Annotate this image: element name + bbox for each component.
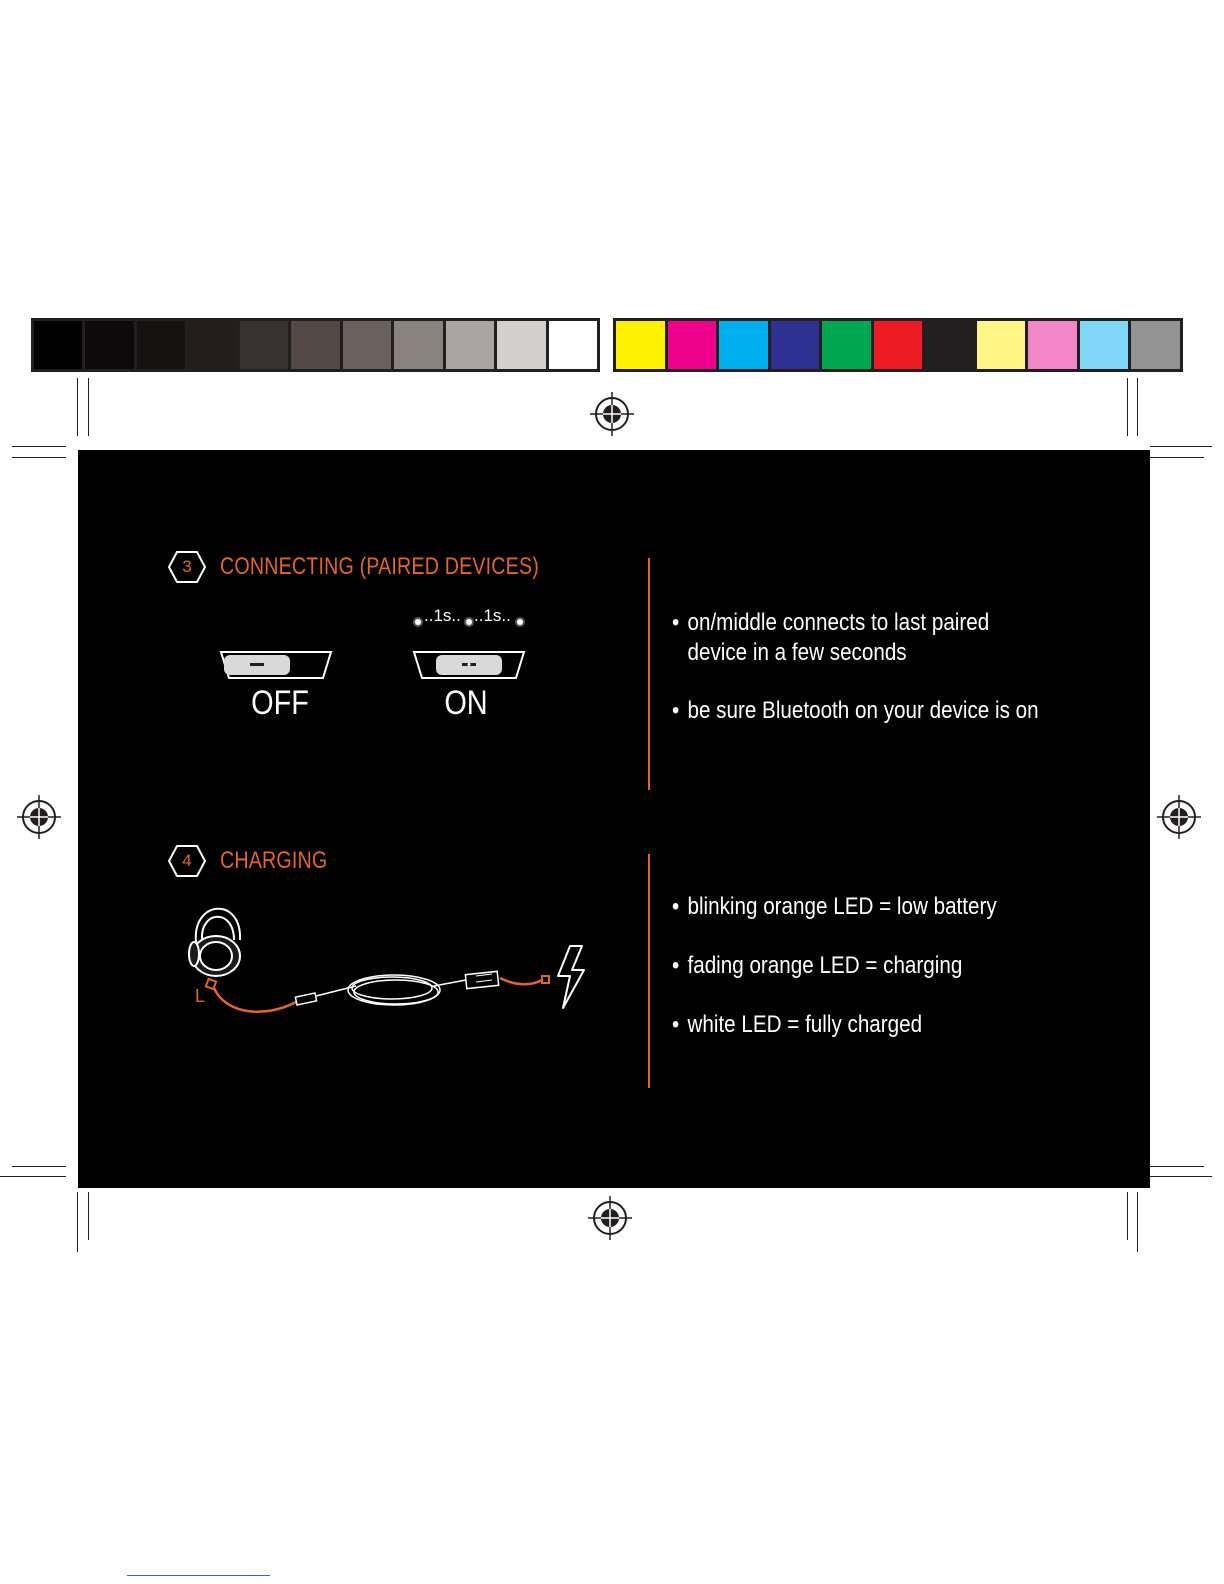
step-4-number: 4	[182, 851, 192, 870]
section-3-bullet-1: • on/middle connects to last paired	[672, 609, 990, 636]
process-swatch-3	[719, 321, 771, 369]
process-swatch-11	[1131, 321, 1180, 369]
gray-swatch-9	[446, 321, 497, 369]
switch-off-label: OFF	[251, 684, 309, 722]
timing-label-2: ..1s..	[474, 606, 511, 625]
section-4-bullet-2: • fading orange LED = charging	[672, 952, 963, 979]
process-swatch-1	[616, 321, 668, 369]
gray-swatch-8	[394, 321, 445, 369]
manual-page-panel	[78, 450, 1150, 1188]
step-3-hexagon-badge	[168, 550, 206, 584]
headphones-icon	[189, 909, 240, 976]
timing-label-1: ..1s..	[424, 606, 461, 625]
step-4-hexagon-badge	[168, 844, 206, 878]
process-swatch-7	[925, 321, 977, 369]
process-swatch-2	[668, 321, 720, 369]
gray-swatch-6	[291, 321, 342, 369]
led-blink-dot-3	[514, 616, 526, 628]
gray-swatch-5	[240, 321, 291, 369]
grayscale-calibration-bar	[31, 318, 600, 372]
gray-swatch-10	[497, 321, 548, 369]
section-3-divider	[648, 558, 650, 790]
process-swatch-8	[977, 321, 1029, 369]
section-3-bullet-1-cont: device in a few seconds	[687, 639, 907, 666]
left-ear-label: L	[195, 986, 206, 1006]
registration-mark-right	[1157, 795, 1201, 839]
footer-rule	[127, 1575, 270, 1576]
registration-mark-bottom	[588, 1196, 632, 1240]
process-swatch-10	[1080, 321, 1132, 369]
process-swatch-6	[874, 321, 926, 369]
lightning-bolt-icon	[558, 946, 584, 1008]
section-4-header	[168, 844, 351, 878]
step-3-number: 3	[182, 557, 192, 576]
switch-on-icon	[412, 650, 526, 680]
registration-mark-top	[590, 392, 634, 436]
section-4-divider	[648, 854, 650, 1088]
charging-illustration	[186, 890, 596, 1020]
gray-swatch-11	[549, 321, 597, 369]
gray-swatch-1	[34, 321, 85, 369]
registration-mark-left	[17, 795, 61, 839]
section-3-bullet-2: • be sure Bluetooth on your device is on	[672, 697, 1039, 724]
gray-swatch-7	[343, 321, 394, 369]
process-swatch-5	[822, 321, 874, 369]
usb-cable-icon	[316, 971, 499, 1005]
switch-on-label: ON	[444, 684, 488, 722]
section-4-bullet-3: • white LED = fully charged	[672, 1011, 923, 1038]
section-4-title: CHARGING	[220, 847, 328, 874]
section-4-bullet-1: • blinking orange LED = low battery	[672, 893, 997, 920]
switch-off-icon	[219, 650, 333, 680]
gray-swatch-3	[137, 321, 188, 369]
led-blink-dot-1	[412, 616, 424, 628]
process-swatch-9	[1028, 321, 1080, 369]
gray-swatch-2	[85, 321, 136, 369]
section-3-header	[168, 550, 609, 584]
process-swatch-4	[771, 321, 823, 369]
process-color-calibration-bar	[613, 318, 1183, 372]
section-3-title: CONNECTING (PAIRED DEVICES)	[220, 553, 539, 580]
gray-swatch-4	[188, 321, 239, 369]
